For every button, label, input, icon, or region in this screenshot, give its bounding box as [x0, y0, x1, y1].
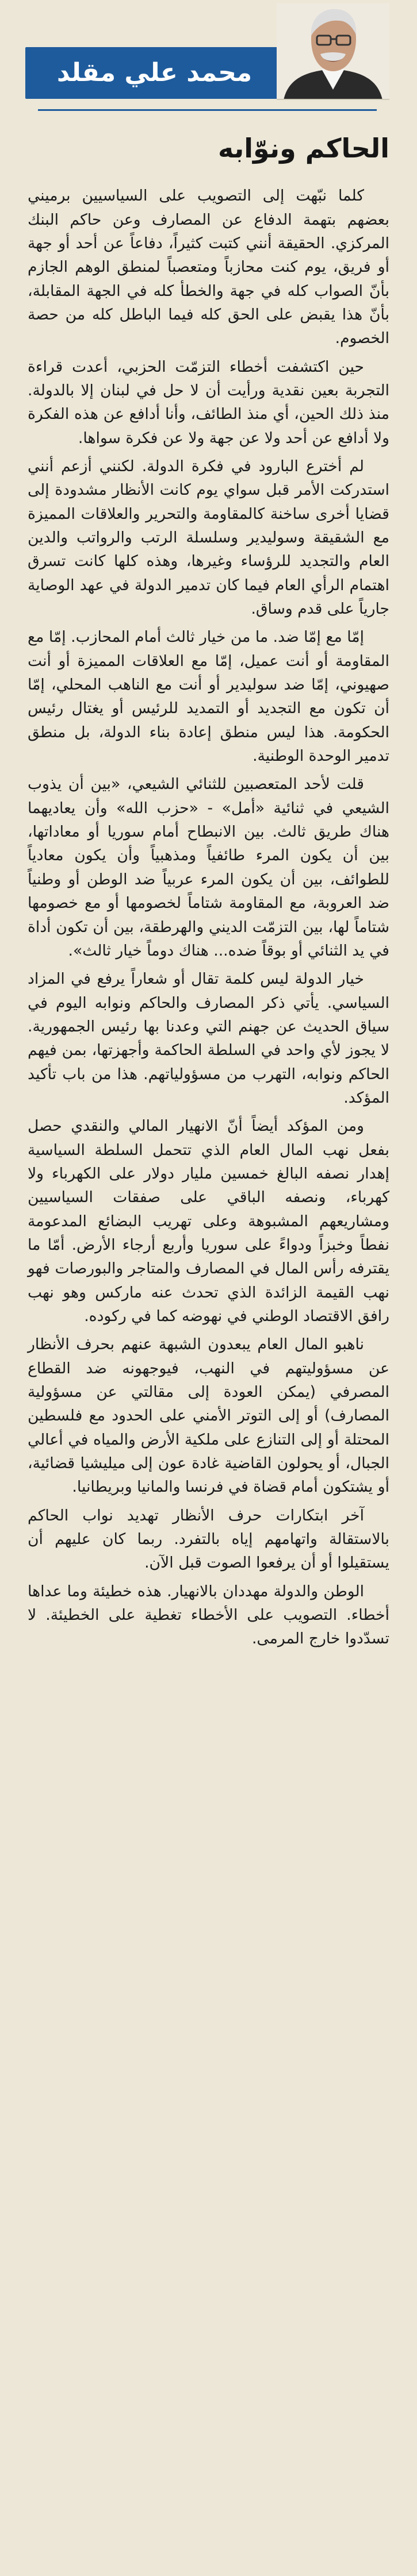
article-title: الحاكم ونوّابه: [218, 133, 389, 164]
paragraph: حين اكتشفت أخطاء التزمّت الحزبي، أعدت قراءة التجربة بعين نقدية ورأيت أن لا حل في لبنان إلا بالدولة. منذ ذلك الحين، أي منذ الطائف، وأنا أدافع عن هذه الفكرة ولا أدافع عن أحد ولا عن جهة ولا عن فكرة سواها.: [28, 357, 389, 447]
author-photo: [277, 3, 389, 100]
column-header: [0, 0, 417, 109]
paragraph: ومن المؤكد أيضاً أنّ الانهيار المالي والنقدي حصل بفعل نهب المال العام الذي تتحمل السلطة السياسية إهدار نصفه البالغ خمسين مليار دولار على الكهرباء ولا كهرباء، ونصفه الباقي على صفقات السياسيين ومشاريعهم المشبوهة وعلى تهريب البضائع المدعومة نفطاً وخبزاً ودواءً على سوريا وأربع أرجاء الأرض. أمّا ما يقترفه رأس المال في المصارف والمتاجر والبورصات فهو نهب القيمة الزائدة الذي تحدث عنه ماركس وهو نهب رافق الاقتصاد الوطني في نهوضه كما في ركوده.: [28, 1117, 389, 1325]
author-portrait-icon: [277, 3, 389, 100]
paragraph: خيار الدولة ليس كلمة تقال أو شعاراً يرفع في المزاد السياسي. يأتي ذكر المصارف والحاكم ونوابه اليوم في سياق الحديث عن جهنم التي وعدنا بها رئيس الجمهورية. لا يجوز لأي واحد في السلطة الحاكمة وأجهزتها، بمن فيهم الحاكم ونوابه، التهرب من مسؤولياتهم. هذا من باب تأكيد المؤكد.: [28, 970, 389, 1107]
paragraph: كلما نبّهت إلى التصويب على السياسيين برميني بعضهم بتهمة الدفاع عن المصارف وعن حاكم البنك المركزي. الحقيقة أنني كتبت كثيراً، دفاعاً عن أحد أو جهة أو فريق، يوم كنت محازباً ومتعصباً لمنطق الوهم الجازم بأنّ الصواب كله في جهة والخطأ كله في الجهة المقابلة، بأنّ هذا يقبض على الحق كله فيما الباطل كله من حصة الخصوم.: [28, 187, 389, 348]
article-body: [28, 184, 389, 1651]
paragraph: إمّا مع إمّا ضد. ما من خيار ثالث أمام المحازب. إمّا مع المقاومة أو أنت عميل، إمّا مع العلاقات المميزة أو أنت صهيوني، إمّا ضد سوليدير أو أنت مع الناهب المحلي، إمّا أن تكون مع التجديد أو التمديد للرئيس أو يغتال رئيس الحكومة. هذا ليس منطق إعادة بناء الدولة، بل منطق تدمير الوحدة الوطنية.: [28, 628, 389, 765]
author-name: محمد علي مقلد: [56, 58, 253, 87]
paragraph: آخر ابتكارات حرف الأنظار تهديد نواب الحاكم بالاستقالة واتهامهم إياه بالتفرد. ربما كان عليهم أن يستقيلوا أو أن يرفعوا الصوت قبل الآن.: [28, 1506, 389, 1572]
paragraph: لم أخترع البارود في فكرة الدولة. لكنني أزعم أنني استدركت الأمر قبل سواي يوم كانت الأنظار مشدودة إلى قضايا أخرى ساخنة كالمقاومة والتحرير والعلاقات المميزة مع الشقيقة وسوليدير وسلسلة الرتب والرواتب والدين العام والتجديد للرؤساء وغيرها، وهذه كلها كانت تسرق اهتمام الرأي العام فيما كان تدمير الدولة في عهد الوصاية جارياً على قدم وساق.: [28, 457, 389, 618]
author-name-bar: [25, 47, 284, 99]
paragraph: ناهبو المال العام يبعدون الشبهة عنهم بحرف الأنظار عن مسؤوليتهم في النهب، فيوجهونه ضد القطاع المصرفي (يمكن العودة إلى مقالتي عن مسؤولية المصارف) أو إلى التوتر الأمني على الحدود مع فلسطين المحتلة أو إلى التنازع على ملكية الأرض والمياه في أعالي الجبال، أو يحولون القاضية غادة عون إلى ميليشيا قضائية، أو يشتكون أمام قضاة في فرنسا والمانيا وبريطانيا.: [28, 1335, 389, 1496]
header-divider: [38, 109, 377, 111]
paragraph: الوطن والدولة مهددان بالانهيار. هذه خطيئة وما عداها أخطاء. التصويب على الأخطاء تغطية على الخطيئة. لا تسدّدوا خارج المرمى.: [28, 1582, 389, 1648]
paragraph: قلت لأحد المتعصبين للثنائي الشيعي، «بين أن يذوب الشيعي في ثنائية «أمل» - «حزب الله» وأن يعاديهما هناك طريق ثالث. بين الانبطاح أمام سوريا أو معاداتها، بين أن يكون المرء طائفياً ومذهبياً وأن يكون معادياً للطوائف، بين أن يكون المرء عربياً ضد الوطن أو وطنياً ضد العروبة، مع المقاومة شتاماً لخصومها أو مع خصومها شتاماً لها، بين التزمّت الديني والهرطقة، بين أن تكون أداة في يد الثنائي أو بوقاً ضده... هناك دوماً خيار ثالث».: [28, 775, 389, 960]
